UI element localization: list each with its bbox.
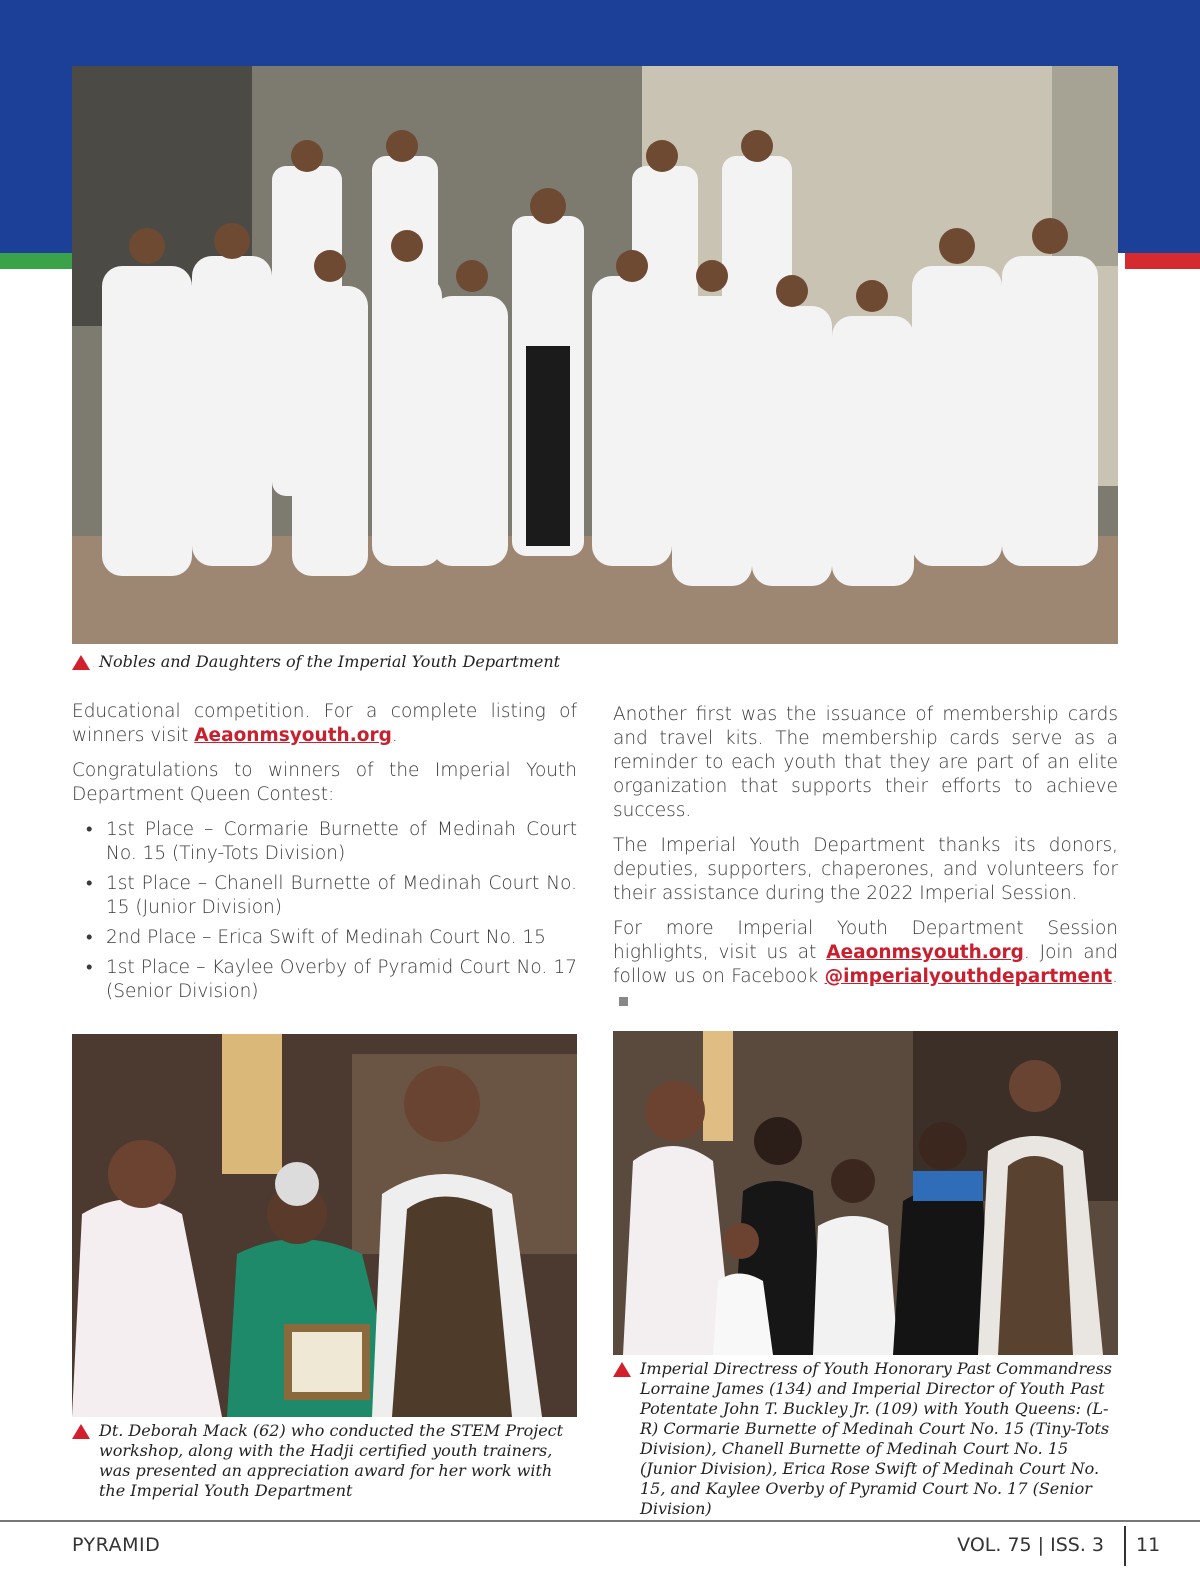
left-para-2: Congratulations to winners of the Imperial Youth Department Queen Contest: [72, 760, 577, 805]
list-item: • 2nd Place – Erica Swift of Medinah Court No. 15 [86, 927, 546, 948]
caption-marker-icon [613, 1362, 631, 1377]
page-number: 11 [1136, 1534, 1161, 1556]
right-column [613, 703, 1118, 1024]
list-item: • 1st Place – Cormarie Burnette of Medinah Court No. 15 (Tiny-Tots Division) [86, 819, 577, 864]
magazine-name: PYRAMID [72, 1534, 161, 1556]
award-photo [72, 1034, 577, 1417]
left-column [72, 700, 577, 1010]
list-item: • 1st Place – Chanell Burnette of Medinah Court No. 15 (Junior Division) [86, 873, 577, 918]
group-photo [72, 66, 1118, 644]
queens-photo-caption [613, 1359, 1118, 1519]
list-item: • 1st Place – Kaylee Overby of Pyramid Court No. 17 (Senior Division) [86, 957, 577, 1002]
website-link[interactable]: Aeaonmsyouth.org [194, 725, 392, 746]
right-para-2: The Imperial Youth Department thanks its donors, deputies, supporters, chaperones, and volunteers for their assistance during the 2022 Imperial Session. [613, 835, 1118, 904]
queens-photo [613, 1031, 1118, 1355]
caption-text: Imperial Directress of Youth Honorary Past Commandress Lorraine James (134) and Imperial Director of Youth Past Potentate John T. Buckley Jr. (109) with Youth Queens: (L-R) Cormarie Burnette of Medinah Court No. 15 (Tiny-Tots Division), Chanell Burnette of Medinah Court No. 15 (Junior Division), Erica Rose Swift of Medinah Court No. 15, and Kaylee Overby of Pyramid Court No. 17 (Senior Division) [640, 1359, 1112, 1518]
caption-marker-icon [72, 1424, 90, 1439]
group-photo-caption [72, 652, 972, 672]
bullet-icon: • [86, 927, 93, 948]
left-para-1: Educational competition. For a complete listing of winners visit Aeaonmsyouth.org. [72, 701, 577, 746]
facebook-link[interactable]: @imperialyouthdepartment [824, 966, 1113, 987]
caption-text: Dt. Deborah Mack (62) who conducted the STEM Project workshop, along with the Hadji certified youth trainers, was presented an appreciation award for her work with the Imperial Youth Department [99, 1421, 564, 1500]
bullet-icon: • [86, 873, 93, 894]
right-para-3: For more Imperial Youth Department Session highlights, visit us at Aeaonmsyouth.org. Join and follow us on Facebook @imperialyouthdepartment. [613, 917, 1118, 1013]
header-band-green [0, 253, 72, 269]
bullet-icon: • [86, 819, 93, 840]
website-link[interactable]: Aeaonmsyouth.org [826, 942, 1024, 963]
right-para-1: Another first was the issuance of membership cards and travel kits. The membership cards serve as a reminder to each youth that they are part of an elite organization that supports their efforts to achieve success. [613, 704, 1118, 821]
footer-divider [1124, 1526, 1126, 1566]
footer-rule [0, 1520, 1200, 1522]
award-photo-caption [72, 1421, 577, 1501]
winners-list [72, 818, 577, 1004]
end-mark-icon [619, 997, 628, 1006]
caption-marker-icon [72, 655, 90, 670]
header-band-red [1125, 253, 1200, 269]
volume-issue: VOL. 75 | ISS. 3 [957, 1534, 1104, 1556]
caption-text: Nobles and Daughters of the Imperial Youth Department [99, 652, 561, 671]
bullet-icon: • [86, 957, 93, 978]
